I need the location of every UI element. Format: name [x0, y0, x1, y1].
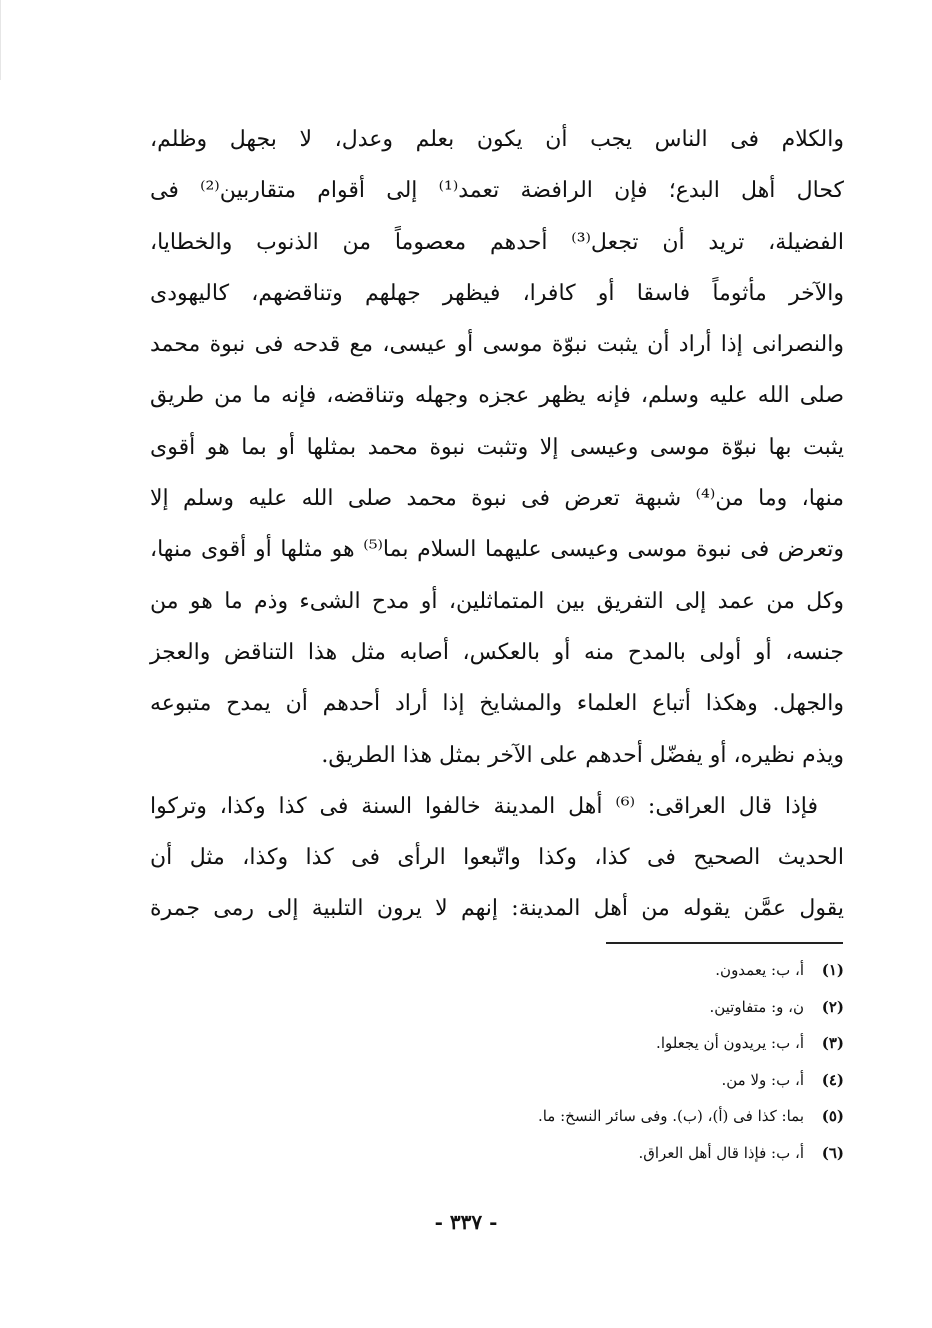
footnote-item	[300, 989, 844, 1026]
footnote-number: (٤)	[821, 1070, 844, 1089]
footnote-number: (٥)	[821, 1107, 844, 1126]
text-line: كحال أهل البدع؛ فإن الرافضة تعمد⁽¹⁾ إلى أقوام متقاربين⁽²⁾ فى	[150, 178, 844, 204]
footnote-number: (٣)	[821, 1034, 844, 1053]
footnote-number: (٢)	[821, 997, 844, 1016]
text-line: والنصرانى إذا أراد أن يثبت نبوّة موسى أو عيسى، مع قدحه فى نبوة محمد	[150, 332, 844, 358]
footnote-item	[300, 1025, 844, 1062]
text-line: يقول عمَّن يقوله من أهل المدينة: إنهم لا يرون التلبية إلى رمى جمرة	[150, 896, 844, 922]
footnote-number: (٦)	[821, 1143, 844, 1162]
footnote-separator	[606, 942, 843, 944]
footnote-item	[300, 952, 844, 989]
footnote-text: بما: كذا فى (أ)، (ب). وفى سائر النسخ: ما.	[537, 1107, 804, 1126]
text-line: يثبت بها نبوّة موسى وعيسى إلا وتثبت نبوة محمد بمثلها أو بما هو أقوى	[150, 434, 844, 460]
text-line: وتعرض فى نبوة موسى وعيسى عليهما السلام بما⁽⁵⁾ هو مثلها أو أقوى منها،	[150, 537, 845, 563]
text-line: صلى الله عليه وسلم، فإنه يظهر عجزه وجهله وتناقضه، فإنه ما من طريق	[150, 383, 844, 409]
page-number: - ٣٣٧ -	[434, 1210, 498, 1234]
footnote-item	[300, 1062, 844, 1099]
text-line-paragraph-end: ويذم نظيره، أو يفضّل أحدهم على الآخر بمثل هذا الطريق.	[321, 742, 844, 768]
footnotes-block	[300, 952, 844, 1172]
footnote-text: أ، ب: يعمدون.	[715, 961, 804, 979]
footnote-item	[300, 1135, 844, 1172]
main-text-block	[150, 114, 844, 935]
text-line-paragraph-start: فإذا قال العراقى: ⁽⁶⁾ أهل المدينة خالفوا السنة فى كذا وكذا، وتركوا	[150, 793, 818, 819]
text-line: الفضيلة، تريد أن تجعل⁽³⁾ أحدهم معصوماً من الذنوب والخطايا،	[150, 229, 844, 255]
text-line: الحديث الصحيح فى كذا، وكذا واتّبعوا الرأى فى كذا وكذا، مثل أن	[150, 845, 844, 871]
text-line: والآخر مأثوماً فاسقا أو كافرا، فيظهر جهلهم وتناقضهم، كاليهودى	[150, 280, 844, 306]
text-line: والجهل. وهكذا أتباع العلماء والمشايخ إذا أراد أحدهم أن يمدح متبوعه	[150, 691, 844, 717]
footnote-text: أ، ب: يريدون أن يجعلوا.	[656, 1034, 804, 1053]
text-line: والكلام فى الناس يجب أن يكون بعلم وعدل، لا بجهل وظلم،	[150, 127, 844, 152]
footnote-item	[300, 1098, 844, 1135]
footnote-text: ن، و: متفاوتين.	[709, 997, 804, 1016]
footnote-number: (١)	[821, 961, 844, 979]
scan-edge-mark	[0, 0, 1, 80]
text-line: وكل من عمد إلى التفريق بين المتماثلين، أو مدح الشىء وذم ما هو من	[150, 588, 844, 614]
text-line: جنسه، أو أولى بالمدح منه أو بالعكس، أصابه مثل هذا التناقض والعجز	[150, 639, 844, 665]
footnote-text: أ، ب: فإذا قال أهل العراق.	[638, 1143, 804, 1162]
footnote-text: أ، ب: ولا من.	[721, 1070, 804, 1089]
text-line: منها، وما من⁽⁴⁾ شبهة تعرض فى نبوة محمد صلى الله عليه وسلم إلا	[150, 486, 844, 512]
